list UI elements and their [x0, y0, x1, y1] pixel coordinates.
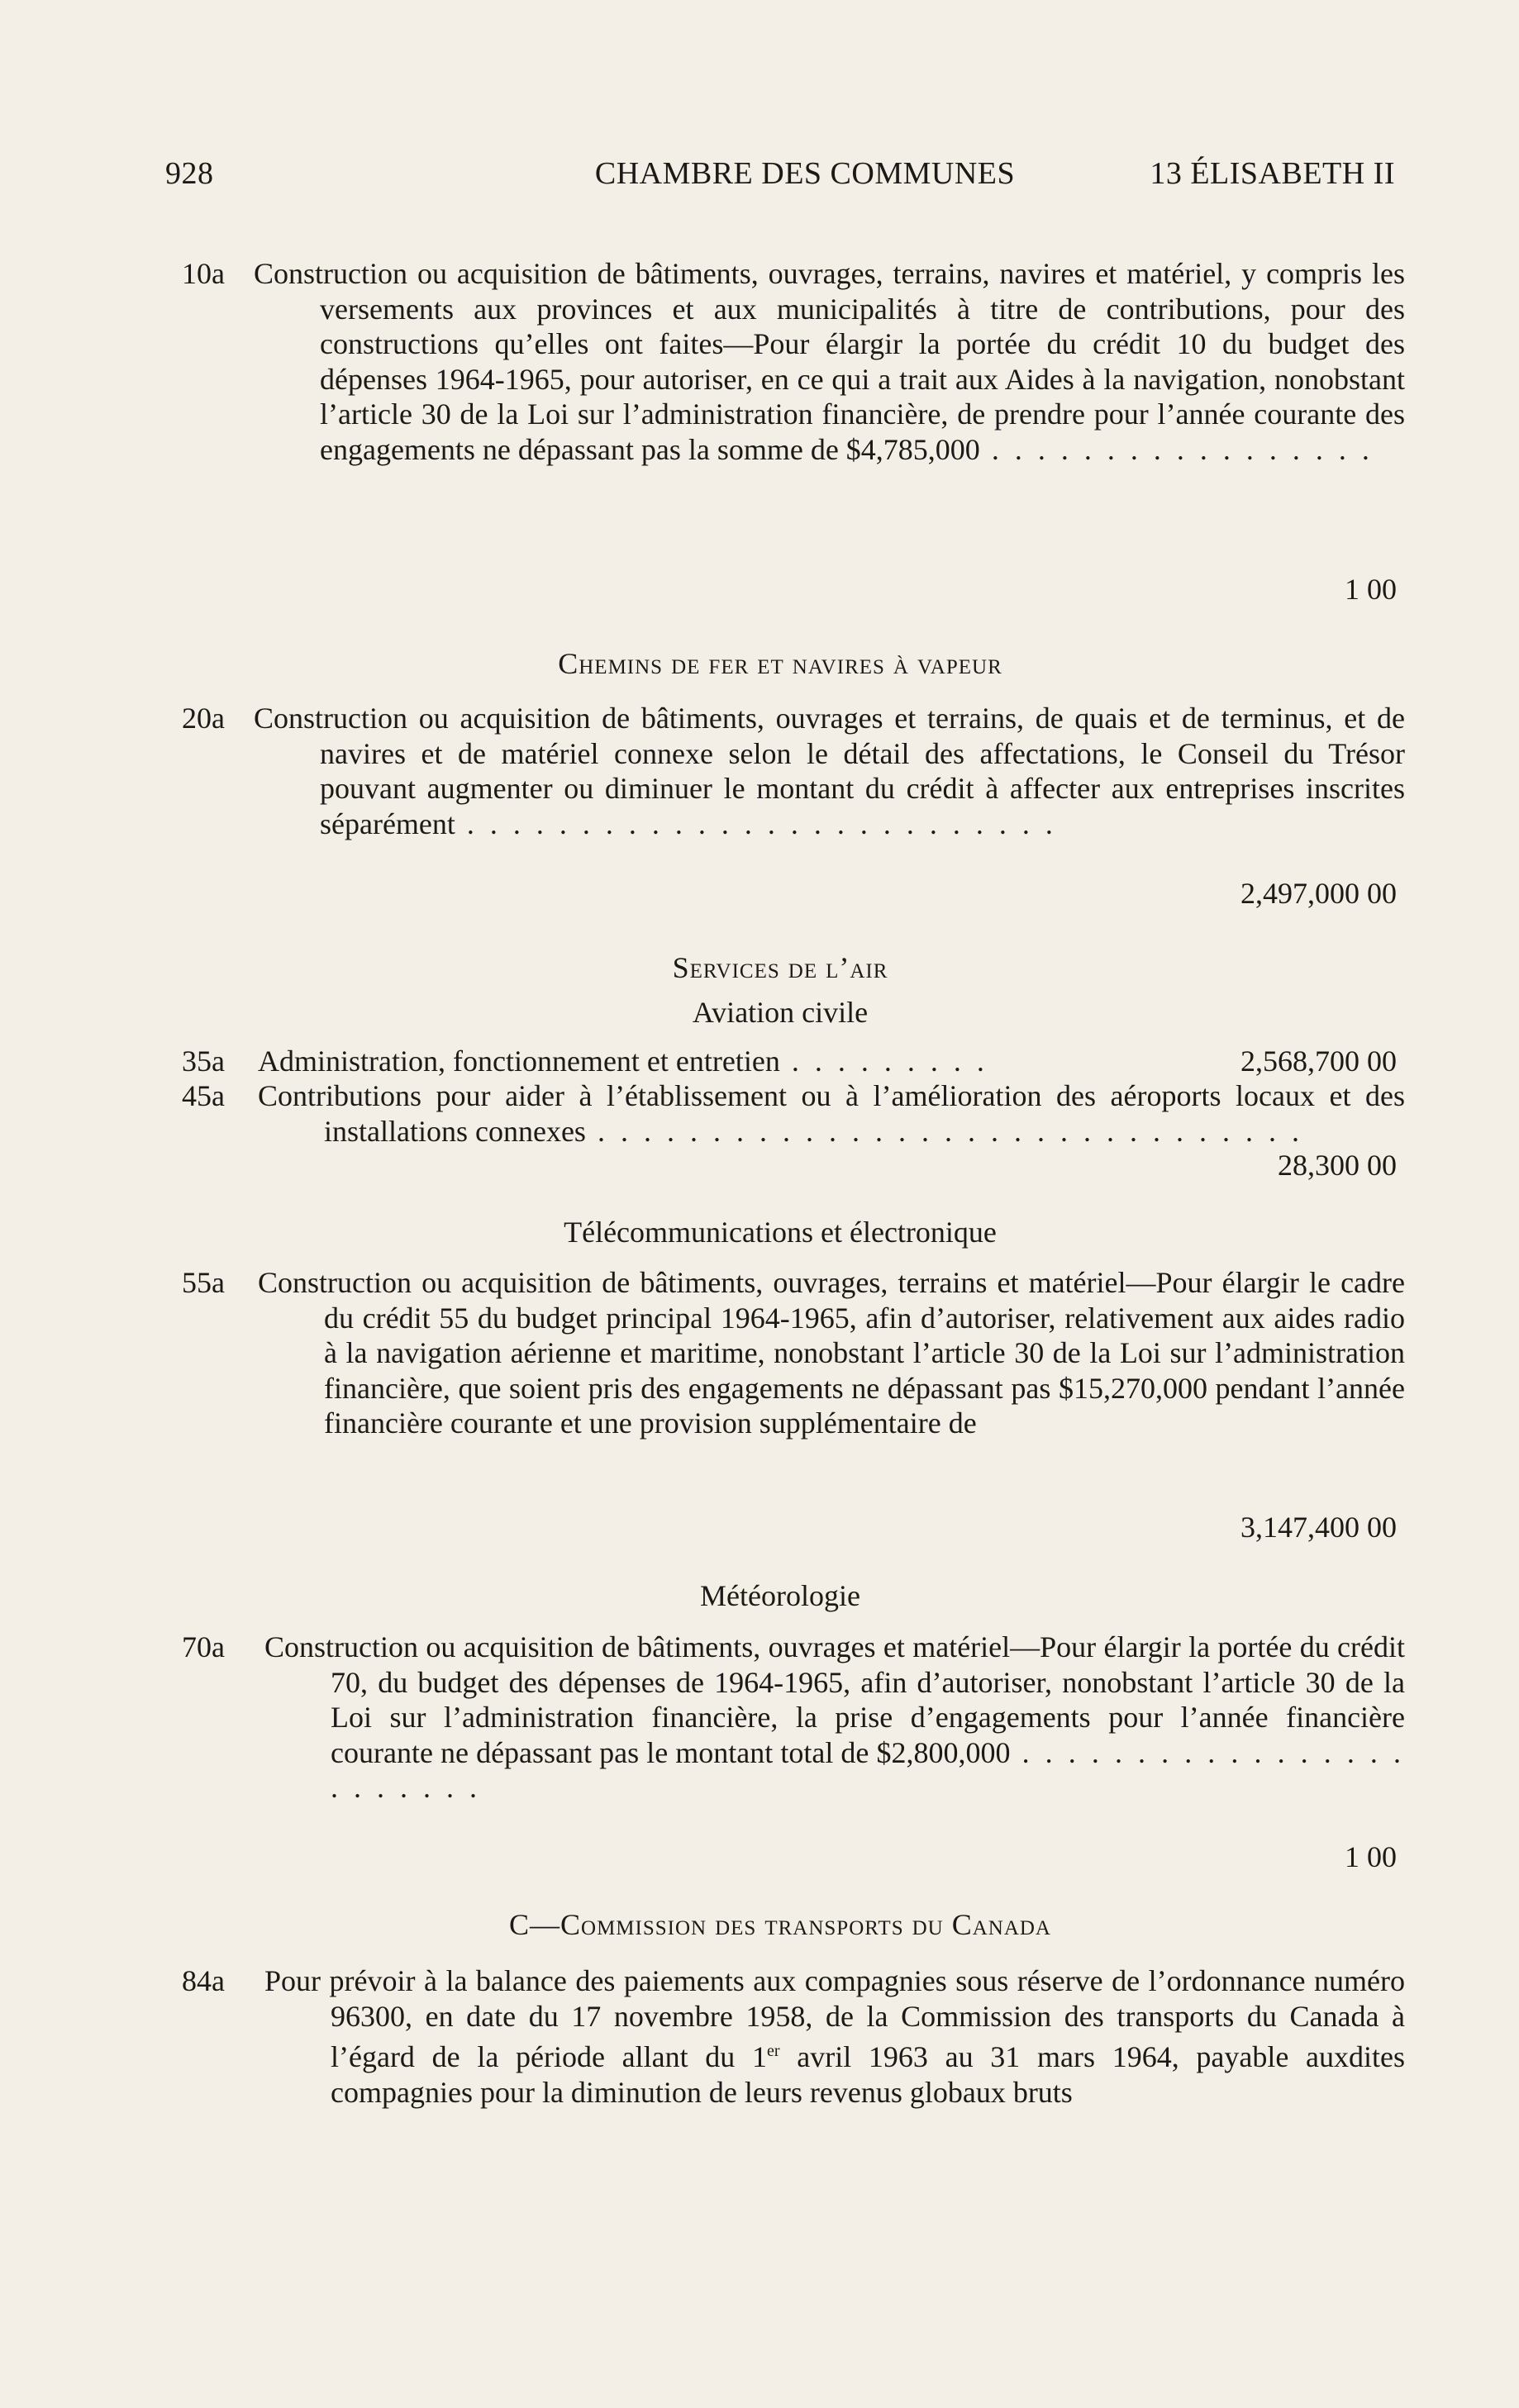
vote-description: Construction ou acquisition de bâtiments, ouvrages, terrains, navires et matériel, y compris les versements aux provinces et aux municipalités à titre de contributions, pour des constructions qu’elles ont faites—Pour élargir la portée du crédit 10 du budget des dépenses 1964-1965, pour autoriser, en ce qui a trait aux Aides à la navigation, nonobstant l’article 30 de la Loi sur l’administration financière, de prendre pour l’année courante des engagements ne dépassant pas la somme de $4,785,000: [254, 257, 1405, 466]
vote-amount: 3,147,400 00: [1240, 1511, 1397, 1544]
section-heading-services-air: Services de l’air: [672, 951, 888, 984]
running-title: CHAMBRE DES COMMUNES: [594, 156, 1016, 191]
dot-leader: . . . . . . . . . . . . . . . . . . . . . . . .: [331, 1735, 1406, 1804]
vote-description: Construction ou acquisition de bâtiments, ouvrages, terrains et matériel—Pour élargir le cadre du crédit 55 du budget principal 1964-1965, afin d’autoriser, relativement aux aides radio à la navigation aérienne et maritime, nonobstant l’article 30 de la Loi sur l’administration financière, que soient pris des engagements ne dépassant pas $15,270,000 pendant l’année financière courante et une provision supplémentaire de: [258, 1266, 1405, 1440]
vote-number: 10a: [182, 257, 225, 290]
subsection-heading-meteo: Météorologie: [700, 1579, 860, 1612]
vote-number: 45a: [182, 1079, 225, 1112]
vote-description: Construction ou acquisition de bâtiments, ouvrages et terrains, de quais et de terminus, et de navires et de matériel connexe selon le détail des affectations, le Conseil du Trésor pouvant augmenter ou diminuer le montant du crédit à affecter aux entreprises inscrites séparément: [254, 702, 1405, 840]
vote-number: 35a: [182, 1045, 225, 1078]
ordinal-superscript: er: [767, 2042, 780, 2060]
vote-amount: 2,497,000 00: [1240, 877, 1397, 910]
vote-number: 20a: [182, 702, 225, 735]
vote-description: Construction ou acquisition de bâtiments, ouvrages et matériel—Pour élargir la portée du crédit 70, du budget des dépenses de 1964-1965, afin d’autoriser, nonobstant l’article 30 de la Loi sur l’administration financière, la prise d’engagements pour l’année financière courante ne dépassant pas le montant total de $2,800,000: [264, 1630, 1405, 1769]
subsection-heading-telecom: Télécommunications et électronique: [564, 1216, 997, 1249]
vote-number: 84a: [182, 1964, 225, 1997]
dot-leader: . . . . . . . . . . . . . . . . . . . . . . . . . .: [455, 807, 1057, 840]
vote-number: 55a: [182, 1266, 225, 1299]
vote-amount: 2,568,700 00: [1240, 1045, 1397, 1078]
dot-leader: . . . . . . . . . . . . . . . . .: [979, 432, 1374, 466]
running-header: [165, 155, 1395, 205]
vote-amount: 1 00: [1345, 1840, 1397, 1873]
vote-text: [258, 1078, 1405, 1149]
vote-description-continued: avril 1963 au 31 mars 1964, payable auxdites compagnies pour la diminution de leurs revenus globaux bruts: [331, 2040, 1405, 2109]
dot-leader: . . . . . . . . .: [779, 1045, 988, 1078]
vote-number: 70a: [182, 1630, 225, 1663]
vote-text: [264, 1963, 1405, 2110]
vote-description: Pour prévoir à la balance des paiements aux compagnies sous réserve de l’ordonnance numéro 96300, en date du 17 novembre 1958, de la Commission des transports du Canada à l’égard de la période allant du 1: [264, 1964, 1405, 2073]
vote-description: Administration, fonctionnement et entretien: [258, 1045, 780, 1078]
vote-text: [254, 256, 1405, 467]
vote-text: [264, 1630, 1405, 1806]
vote-description: Contributions pour aider à l’établissement ou à l’amélioration des aéroports locaux et des installations connexes: [258, 1079, 1405, 1148]
section-heading-chemins: Chemins de fer et navires à vapeur: [558, 647, 1002, 680]
vote-text: [258, 1044, 1405, 1079]
vote-text: [254, 701, 1405, 841]
dot-leader: . . . . . . . . . . . . . . . . . . . . . . . . . . . . . . .: [585, 1114, 1303, 1148]
subsection-heading-aviation: Aviation civile: [692, 996, 869, 1029]
regnal-year: 13 ÉLISABETH II: [1150, 156, 1395, 191]
vote-amount: 28,300 00: [1278, 1149, 1397, 1182]
vote-amount: 1 00: [1345, 573, 1397, 606]
vote-text: [258, 1265, 1405, 1441]
page-number: 928: [165, 156, 214, 191]
section-heading-commission: C—Commission des transports du Canada: [509, 1908, 1051, 1941]
